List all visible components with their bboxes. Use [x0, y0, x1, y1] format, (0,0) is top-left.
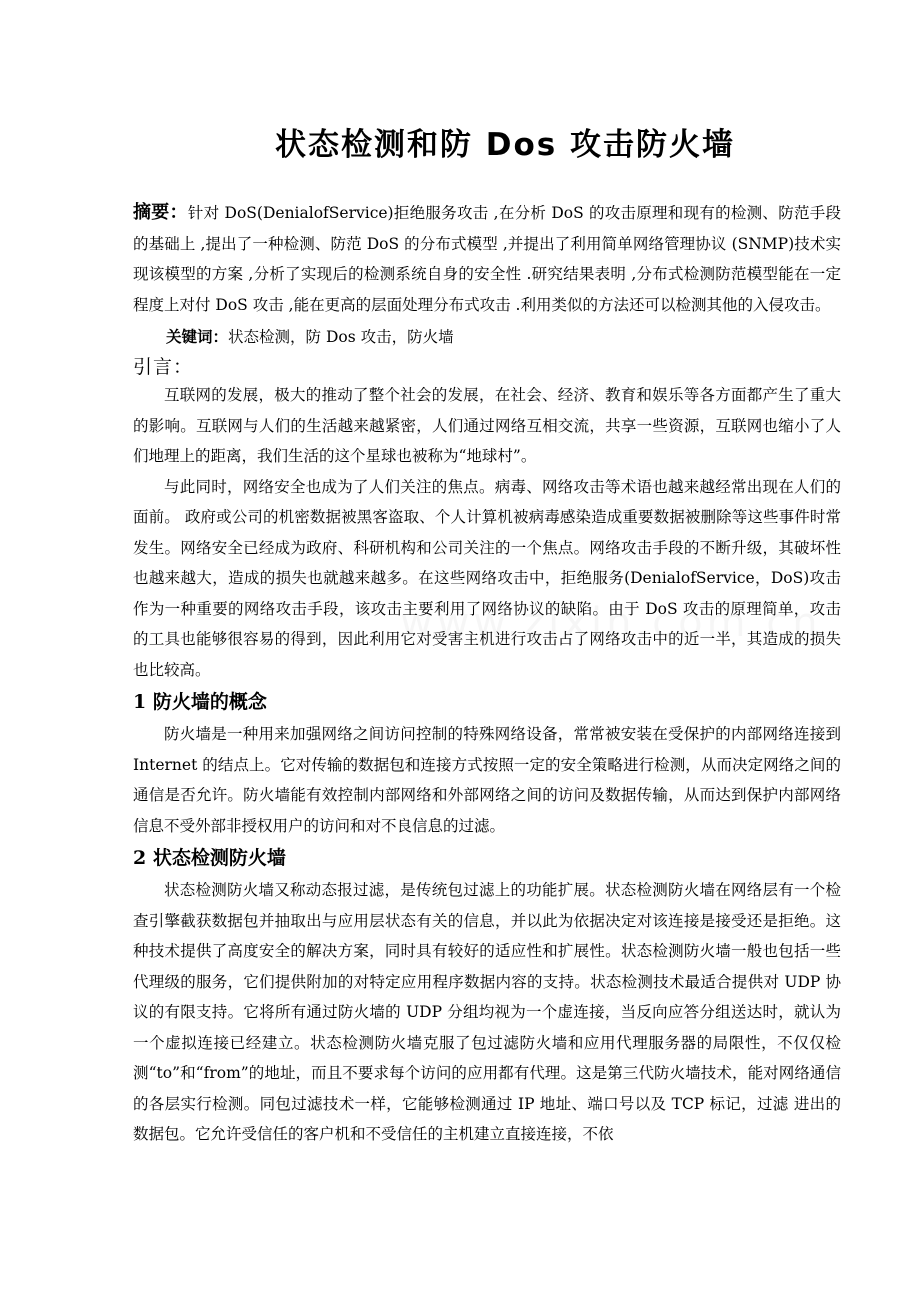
abstract-text: 针对 DoS(DenialofService)拒绝服务攻击 ,在分析 DoS 的攻击原理和现有的检测、防范手段的基础上 ,提出了一种检测、防范 DoS 的分布式模型 ,并提出了利用简单网络管理协议 (SNMP)技术实现该模型的方案 ,分析了实现后的检测系统自身的安全性 .研究结果表明 ,分布式检测防范模型能在一定程度上对付 DoS 攻击 ,能在更高的层面处理分布式攻击 .利用类似的方法还可以检测其他的入侵攻击。 [133, 204, 842, 314]
section-1-paragraph: 防火墙是一种用来加强网络之间访问控制的特殊网络设备，常常被安装在受保护的内部网络连接到 Internet 的结点上。它对传输的数据包和连接方式按照一定的安全策略进行检测，从而决定网络之间的通信是否允许。防火墙能有效控制内部网络和外部网络之间的访问及数据传输，从而达到保护内部网络信息不受外部非授权用户的访问和对不良信息的过滤。 [133, 725, 841, 835]
keywords-text: 状态检测，防 Dos 攻击，防火墙 [228, 328, 454, 346]
document-title: 状态检测和防 Dos 攻击防火墙 [274, 127, 736, 163]
section-2-heading: 2 状态检测防火墙 [133, 847, 286, 869]
document-body [133, 198, 841, 1150]
abstract-label: 摘要： [133, 202, 188, 223]
section-1-heading: 1 防火墙的概念 [133, 691, 267, 713]
abstract-paragraph [133, 198, 841, 320]
keywords-label: 关键词： [166, 328, 229, 346]
intro-heading: 引言： [133, 356, 194, 378]
intro-paragraph-2: 与此同时，网络安全也成为了人们关注的焦点。病毒、网络攻击等术语也越来越经常出现在人们的面前。 政府或公司的机密数据被黑客盗取、个人计算机被病毒感染造成重要数据被删除等这些事件时常发生。网络安全已经成为政府、科研机构和公司关注的一个焦点。网络攻击手段的不断升级，其破坏性也越来越大，造成的损失也就越来越多。在这些网络攻击中，拒绝服务(DenialofService，DoS)攻击作为一种重要的网络攻击手段，该攻击主要利用了网络协议的缺陷。由于 DoS 攻击的原理简单，攻击的工具也能够很容易的得到，因此利用它对受害主机进行攻击占了网络攻击中的近一半，其造成的损失也比较高。 [133, 477, 841, 679]
intro-paragraph-1: 互联网的发展，极大的推动了整个社会的发展，在社会、经济、教育和娱乐等各方面都产生了重大的影响。互联网与人们的生活越来越紧密，人们通过网络互相交流，共享一些资源，互联网也缩小了人们地理上的距离，我们生活的这个星球也被称为“地球村”。 [133, 386, 841, 465]
keywords-line [133, 322, 841, 352]
section-2-paragraph: 状态检测防火墙又称动态报过滤，是传统包过滤上的功能扩展。状态检测防火墙在网络层有一个检查引擎截获数据包并抽取出与应用层状态有关的信息，并以此为依据决定对该连接是接受还是拒绝。这种技术提供了高度安全的解决方案，同时具有较好的适应性和扩展性。状态检测防火墙一般也包括一些代理级的服务，它们提供附加的对特定应用程序数据内容的支持。状态检测技术最适合提供对 UDP 协议的有限支持。它将所有通过防火墙的 UDP 分组均视为一个虚连接，当反向应答分组送达时，就认为一个虚拟连接已经建立。状态检测防火墙克服了包过滤防火墙和应用代理服务器的局限性，不仅仅检测“to”和“from”的地址，而且不要求每个访问的应用都有代理。这是第三代防火墙技术，能对网络通信的各层实行检测。同包过滤技术一样，它能够检测通过 IP 地址、端口号以及 TCP 标记，过滤 进出的数据包。它允许受信任的客户机和不受信任的主机建立直接连接，不依 [133, 881, 841, 1143]
